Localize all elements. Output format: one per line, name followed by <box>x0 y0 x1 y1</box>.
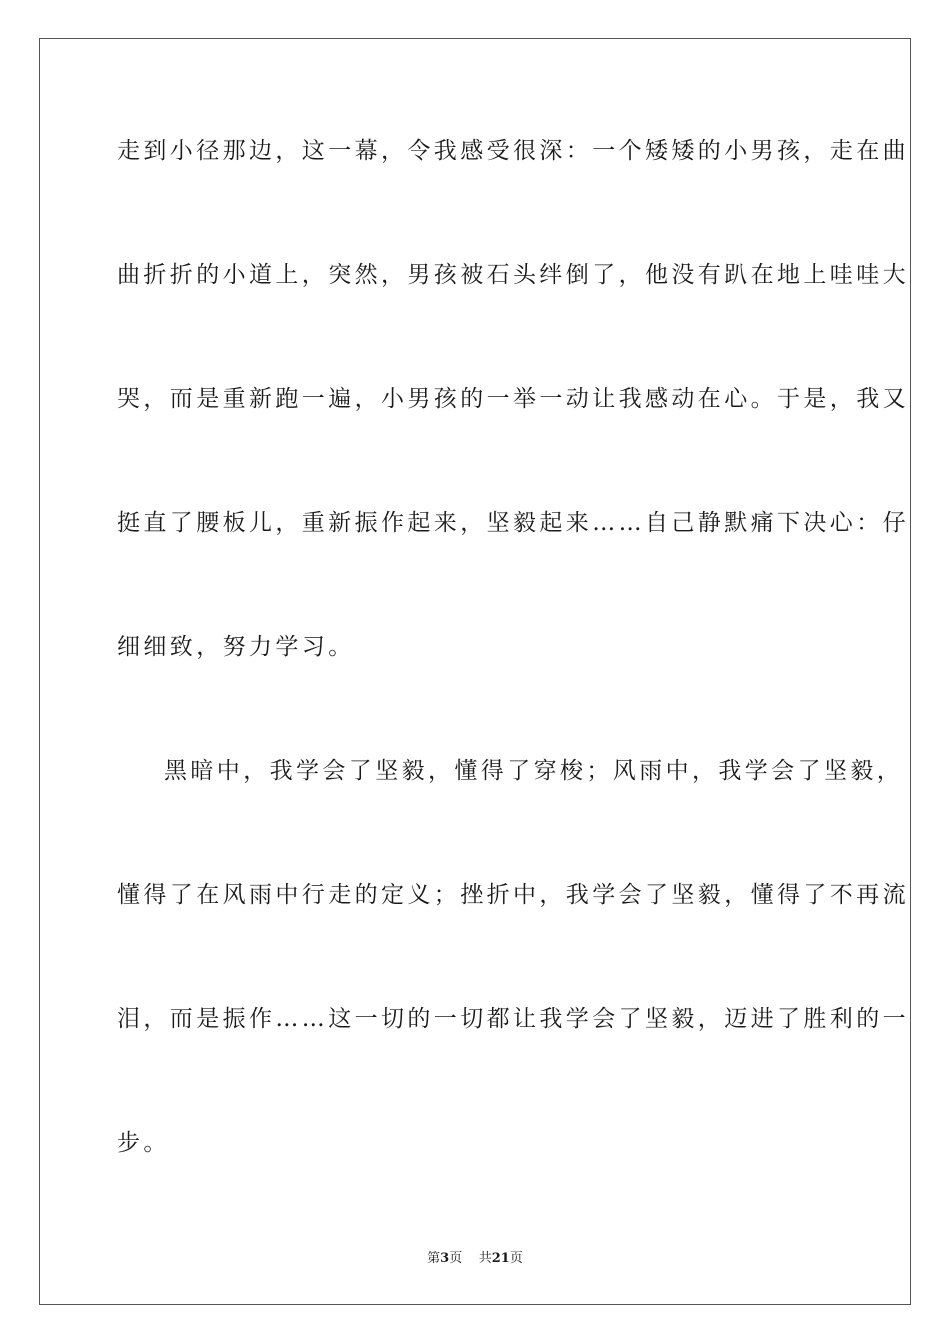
paragraph-line: 曲折折的小道上，突然，男孩被石头绊倒了，他没有趴在地上哇哇大 <box>117 262 909 288</box>
paragraph-line: 细细致，努力学习。 <box>117 634 355 660</box>
paragraph-line: 挺直了腰板儿，重新振作起来，坚毅起来……自己静默痛下决心：仔 <box>117 510 909 536</box>
page-frame <box>39 38 911 1305</box>
total-pages: 21 <box>491 1251 510 1266</box>
paragraph-line: 走到小径那边，这一幕，令我感受很深：一个矮矮的小男孩，走在曲 <box>117 138 909 164</box>
total-suffix: 页 <box>509 1251 523 1266</box>
page-footer <box>0 1247 950 1266</box>
paragraph-line: 步。 <box>117 1130 170 1156</box>
paragraph-line: 黑暗中，我学会了坚毅，懂得了穿梭；风雨中，我学会了坚毅， <box>164 758 904 784</box>
page-suffix: 页 <box>449 1251 463 1266</box>
paragraph-line: 哭，而是重新跑一遍，小男孩的一举一动让我感动在心。于是，我又 <box>117 386 909 412</box>
page-prefix: 第 <box>427 1251 441 1266</box>
paragraph-line: 懂得了在风雨中行走的定义；挫折中，我学会了坚毅，懂得了不再流 <box>117 882 909 908</box>
paragraph-line: 泪，而是振作……这一切的一切都让我学会了坚毅，迈进了胜利的一 <box>117 1006 909 1032</box>
page-number: 3 <box>440 1251 450 1266</box>
total-prefix: 共 <box>478 1251 492 1266</box>
